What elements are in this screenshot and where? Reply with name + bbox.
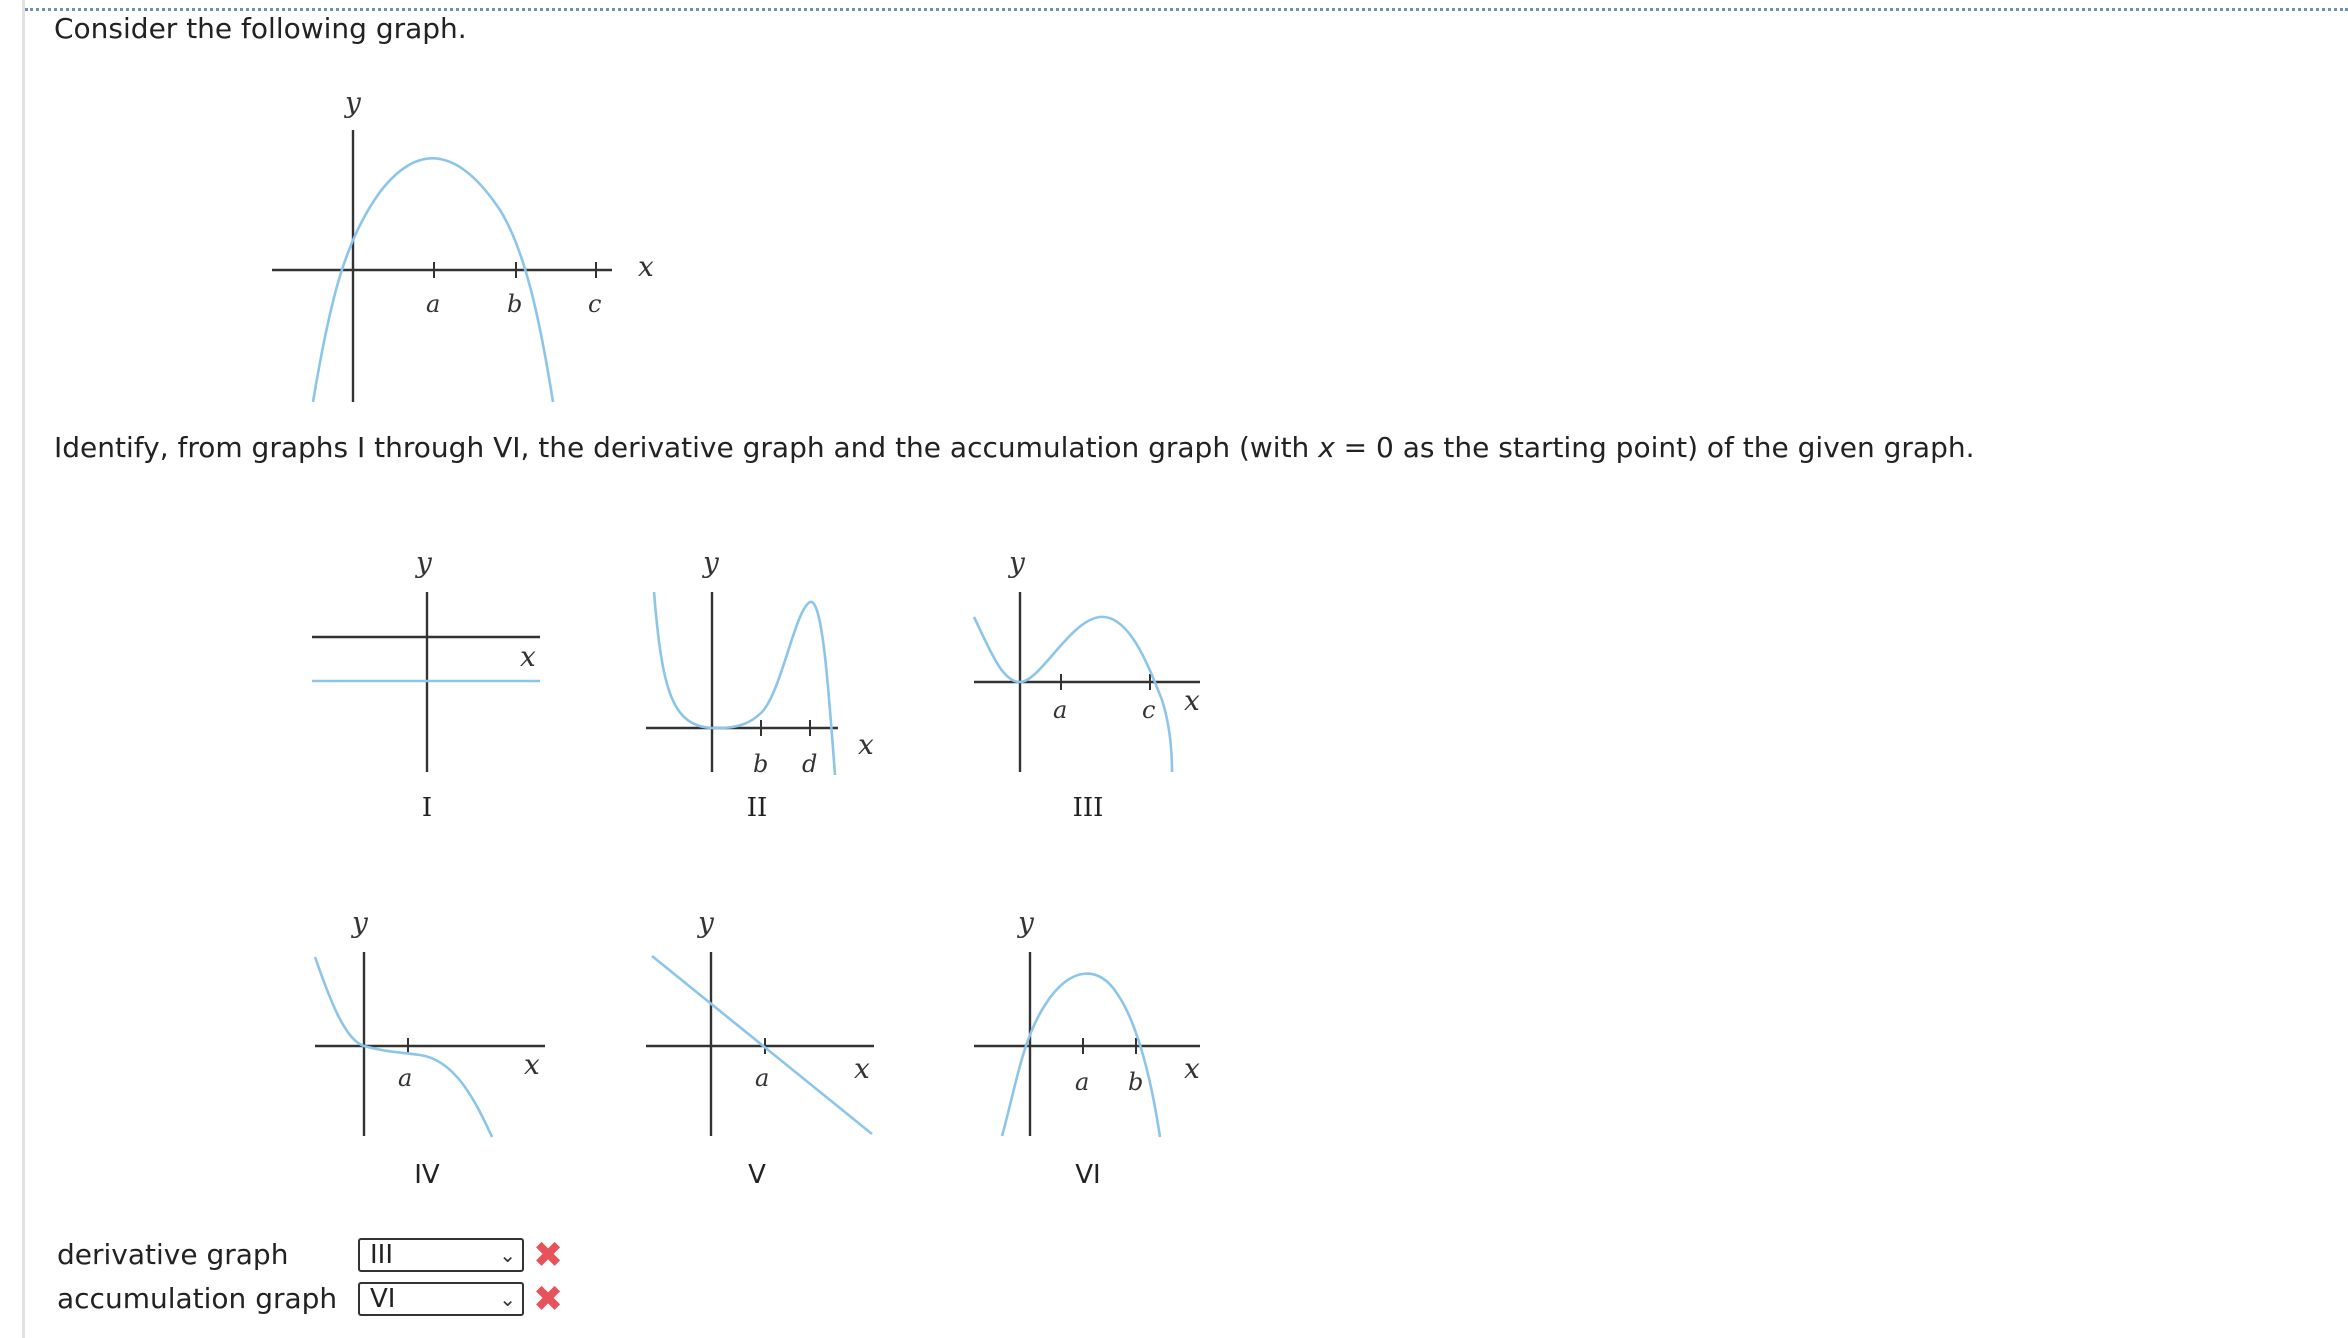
chevron-down-icon: ⌄ — [499, 1243, 516, 1267]
accumulation-graph-select[interactable] — [358, 1282, 524, 1316]
graph-V-x-label: x — [854, 1052, 870, 1085]
graph-II-curve — [654, 592, 835, 775]
prompt-text-after: = 0 as the starting point) of the given graph. — [1334, 431, 1975, 464]
main-graph-x-label: x — [638, 250, 654, 283]
graph-V-label: V — [748, 1160, 766, 1190]
graph-V-y-label: y — [698, 906, 714, 939]
graph-IV-a-label: a — [398, 1064, 413, 1092]
top-dotted-border — [25, 8, 2348, 11]
graph-III-c-label: c — [1142, 696, 1156, 724]
main-graph-a-label: a — [426, 290, 441, 318]
incorrect-x-icon: ✖ — [533, 1235, 564, 1276]
prompt-text-before: Identify, from graphs I through VI, the derivative graph and the accumulation graph (with — [54, 431, 1319, 464]
question-prompt — [54, 431, 1975, 464]
prompt-variable: x — [1318, 431, 1335, 464]
main-graph-curve — [313, 158, 553, 402]
graph-I-label: I — [421, 793, 433, 823]
main-graph-y-label: y — [345, 86, 361, 119]
graph-VI-label: VI — [1075, 1160, 1101, 1190]
graph-VI-b-label: b — [1128, 1068, 1144, 1096]
graph-II-y-label: y — [703, 546, 719, 579]
graph-VI-a-label: a — [1075, 1068, 1090, 1096]
accumulation-graph-label: accumulation graph — [57, 1282, 338, 1315]
graph-IV-label: IV — [414, 1160, 440, 1190]
graph-IV-y-label: y — [352, 906, 368, 939]
graph-I-y-label: y — [416, 546, 432, 579]
graph-III-a-label: a — [1053, 696, 1068, 724]
graph-VI-y-label: y — [1018, 906, 1034, 939]
main-graph-c-label: c — [588, 290, 602, 318]
derivative-graph-label: derivative graph — [57, 1238, 289, 1271]
chevron-down-icon: ⌄ — [499, 1287, 516, 1311]
graph-VI-x-label: x — [1184, 1052, 1200, 1085]
graph-VI-curve — [1002, 974, 1160, 1137]
graph-II-b-label: b — [753, 750, 769, 778]
main-graph — [260, 80, 680, 410]
graph-III-x-label: x — [1184, 684, 1200, 717]
graph-III-label: III — [1072, 793, 1104, 823]
graph-III-curve — [974, 617, 1172, 772]
graph-III-y-label: y — [1009, 546, 1025, 579]
graph-II-d-label: d — [802, 750, 818, 778]
derivative-graph-select[interactable] — [358, 1238, 524, 1272]
graph-IV — [300, 900, 560, 1140]
question-intro: Consider the following graph. — [54, 12, 467, 45]
graph-II — [630, 540, 900, 780]
incorrect-x-icon: ✖ — [533, 1279, 564, 1320]
graph-V — [630, 900, 890, 1140]
graph-II-label: II — [746, 793, 768, 823]
graph-II-x-label: x — [858, 728, 874, 761]
graph-IV-x-label: x — [524, 1048, 540, 1081]
derivative-graph-select-value: III — [370, 1240, 394, 1270]
graph-III — [960, 540, 1220, 780]
graph-V-a-label: a — [755, 1064, 770, 1092]
accumulation-graph-select-value: VI — [370, 1284, 396, 1314]
left-border — [22, 0, 25, 1338]
main-graph-b-label: b — [507, 290, 523, 318]
graph-VI — [960, 900, 1220, 1140]
graph-I — [300, 540, 560, 780]
graph-I-x-label: x — [520, 640, 536, 673]
